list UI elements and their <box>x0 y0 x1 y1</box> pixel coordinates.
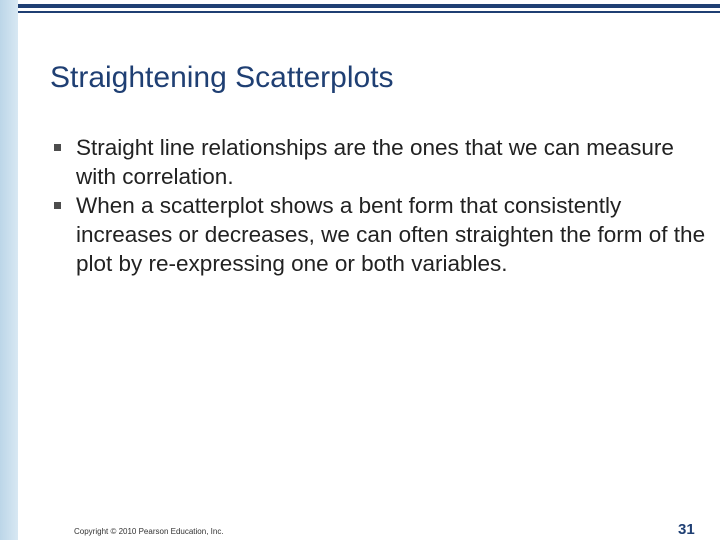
square-bullet-icon <box>54 144 61 151</box>
slide-title: Straightening Scatterplots <box>50 61 394 94</box>
bullet-list <box>50 133 710 278</box>
bullet-text: Straight line relationships are the ones that we can measure with correlation. <box>76 135 674 189</box>
bullet-item <box>50 133 710 191</box>
copyright-footer: Copyright © 2010 Pearson Education, Inc. <box>74 527 224 536</box>
bullet-text: When a scatterplot shows a bent form that consistently increases or decreases, we can often straighten the form of the plot by re-expressing one or both variables. <box>76 193 706 276</box>
bullet-item <box>50 191 710 278</box>
top-rule-thick <box>18 4 720 8</box>
top-rule-thin <box>18 11 720 13</box>
left-accent-bar <box>0 0 18 540</box>
square-bullet-icon <box>54 202 61 209</box>
page-number: 31 <box>678 521 695 538</box>
